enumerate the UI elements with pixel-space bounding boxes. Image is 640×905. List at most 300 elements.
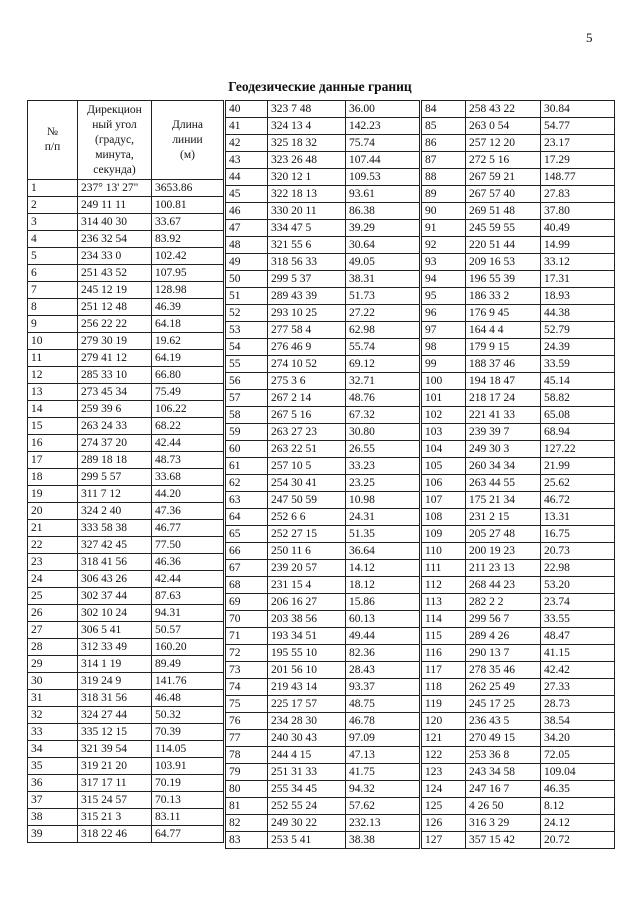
row-number-cell: 38 [28, 809, 78, 826]
table-row [28, 622, 224, 639]
row-number-cell: 25 [28, 588, 78, 605]
line-length-cell: 51.35 [346, 526, 420, 543]
row-number-cell: 49 [226, 254, 268, 271]
line-length-cell: 20.72 [541, 832, 615, 849]
table-row [422, 798, 615, 815]
direction-angle-cell: 325 18 32 [268, 135, 346, 152]
line-length-cell: 42.44 [152, 435, 224, 452]
table-row [226, 101, 420, 118]
direction-angle-cell: 231 2 15 [466, 509, 541, 526]
table-row [422, 424, 615, 441]
table-row [226, 373, 420, 390]
direction-angle-cell: 251 43 52 [78, 265, 152, 282]
row-number-cell: 89 [422, 186, 466, 203]
line-length-cell: 28.43 [346, 662, 420, 679]
row-number-cell: 31 [28, 690, 78, 707]
row-number-cell: 101 [422, 390, 466, 407]
line-length-cell: 65.08 [541, 407, 615, 424]
row-number-cell: 106 [422, 475, 466, 492]
line-length-cell: 23.25 [346, 475, 420, 492]
table-row [226, 407, 420, 424]
direction-angle-cell: 330 20 11 [268, 203, 346, 220]
line-length-cell: 20.73 [541, 543, 615, 560]
header-angle-line-3: (градус, [95, 133, 134, 146]
direction-angle-cell: 302 10 24 [78, 605, 152, 622]
table-row [422, 832, 615, 849]
direction-angle-cell: 318 31 56 [78, 690, 152, 707]
row-number-cell: 43 [226, 152, 268, 169]
table-row [28, 282, 224, 299]
row-number-cell: 46 [226, 203, 268, 220]
table-row [422, 203, 615, 220]
table-row [422, 679, 615, 696]
table-row [226, 696, 420, 713]
table-row [226, 186, 420, 203]
line-length-cell: 33.12 [541, 254, 615, 271]
line-length-cell: 46.77 [152, 520, 224, 537]
table-row [28, 299, 224, 316]
line-length-cell: 67.32 [346, 407, 420, 424]
line-length-cell: 17.29 [541, 152, 615, 169]
line-length-cell: 52.79 [541, 322, 615, 339]
direction-angle-cell: 186 33 2 [466, 288, 541, 305]
table-row [226, 169, 420, 186]
direction-angle-cell: 306 5 41 [78, 622, 152, 639]
row-number-cell: 85 [422, 118, 466, 135]
line-length-cell: 55.74 [346, 339, 420, 356]
table-row [28, 741, 224, 758]
direction-angle-cell: 237° 13' 27" [78, 180, 152, 197]
direction-angle-cell: 314 40 30 [78, 214, 152, 231]
table-row [28, 605, 224, 622]
direction-angle-cell: 206 16 27 [268, 594, 346, 611]
direction-angle-cell: 267 57 40 [466, 186, 541, 203]
row-number-cell: 36 [28, 775, 78, 792]
row-number-cell: 108 [422, 509, 466, 526]
table-row [226, 254, 420, 271]
row-number-cell: 40 [226, 101, 268, 118]
direction-angle-cell: 252 6 6 [268, 509, 346, 526]
direction-angle-cell: 220 51 44 [466, 237, 541, 254]
table-row [226, 305, 420, 322]
direction-angle-cell: 260 34 34 [466, 458, 541, 475]
direction-angle-cell: 164 4 4 [466, 322, 541, 339]
header-num-line-2: п/п [44, 141, 61, 153]
table-row [226, 832, 420, 849]
table-row [422, 220, 615, 237]
line-length-cell: 160.20 [152, 639, 224, 656]
header-length-line-1: Длина [172, 118, 203, 131]
line-length-cell: 70.39 [152, 724, 224, 741]
row-number-cell: 97 [422, 322, 466, 339]
line-length-cell: 54.77 [541, 118, 615, 135]
direction-angle-cell: 231 15 4 [268, 577, 346, 594]
table-row [422, 662, 615, 679]
direction-angle-cell: 322 18 13 [268, 186, 346, 203]
table-row [226, 322, 420, 339]
line-length-cell: 49.05 [346, 254, 420, 271]
row-number-cell: 4 [28, 231, 78, 248]
line-length-cell: 97.09 [346, 730, 420, 747]
row-number-cell: 113 [422, 594, 466, 611]
table-row [28, 180, 224, 197]
table-row [28, 792, 224, 809]
header-length-line-3: (м) [180, 148, 195, 161]
direction-angle-cell: 273 45 34 [78, 384, 152, 401]
line-length-cell: 94.31 [152, 605, 224, 622]
table-row [28, 775, 224, 792]
row-number-cell: 73 [226, 662, 268, 679]
direction-angle-cell: 321 55 6 [268, 237, 346, 254]
line-length-cell: 69.12 [346, 356, 420, 373]
table-row [226, 815, 420, 832]
line-length-cell: 103.91 [152, 758, 224, 775]
table-row [226, 713, 420, 730]
table-row [422, 288, 615, 305]
direction-angle-cell: 205 27 48 [466, 526, 541, 543]
table-row [422, 577, 615, 594]
table-row [226, 237, 420, 254]
line-length-cell: 13.31 [541, 509, 615, 526]
header-angle-line-1: Дирекцион [87, 103, 142, 116]
row-number-cell: 86 [422, 135, 466, 152]
direction-angle-cell: 200 19 23 [466, 543, 541, 560]
table-row [422, 186, 615, 203]
direction-angle-cell: 318 56 33 [268, 254, 346, 271]
direction-angle-cell: 219 43 14 [268, 679, 346, 696]
line-length-cell: 68.94 [541, 424, 615, 441]
line-length-cell: 37.80 [541, 203, 615, 220]
row-number-cell: 22 [28, 537, 78, 554]
direction-angle-cell: 253 36 8 [466, 747, 541, 764]
direction-angle-cell: 317 17 11 [78, 775, 152, 792]
header-angle-cell [78, 101, 152, 180]
table-row [226, 441, 420, 458]
direction-angle-cell: 263 44 55 [466, 475, 541, 492]
row-number-cell: 44 [226, 169, 268, 186]
header-num-cell [28, 101, 78, 180]
line-length-cell: 47.13 [346, 747, 420, 764]
direction-angle-cell: 259 39 6 [78, 401, 152, 418]
line-length-cell: 48.76 [346, 390, 420, 407]
direction-angle-cell: 335 12 15 [78, 724, 152, 741]
line-length-cell: 8.12 [541, 798, 615, 815]
table-row [28, 588, 224, 605]
row-number-cell: 2 [28, 197, 78, 214]
row-number-cell: 55 [226, 356, 268, 373]
line-length-cell: 62.98 [346, 322, 420, 339]
direction-angle-cell: 252 27 15 [268, 526, 346, 543]
direction-angle-cell: 318 41 56 [78, 554, 152, 571]
direction-angle-cell: 277 58 4 [268, 322, 346, 339]
line-length-cell: 33.23 [346, 458, 420, 475]
row-number-cell: 122 [422, 747, 466, 764]
row-number-cell: 98 [422, 339, 466, 356]
line-length-cell: 39.29 [346, 220, 420, 237]
line-length-cell: 89.49 [152, 656, 224, 673]
table-row [226, 152, 420, 169]
line-length-cell: 127.22 [541, 441, 615, 458]
line-length-cell: 48.73 [152, 452, 224, 469]
direction-angle-cell: 176 9 45 [466, 305, 541, 322]
table-row [422, 339, 615, 356]
header-angle-line-2: ный угол [92, 118, 137, 131]
row-number-cell: 114 [422, 611, 466, 628]
row-number-cell: 32 [28, 707, 78, 724]
table-row [422, 237, 615, 254]
row-number-cell: 91 [422, 220, 466, 237]
table-row [422, 322, 615, 339]
table-row [28, 367, 224, 384]
direction-angle-cell: 249 30 3 [466, 441, 541, 458]
row-number-cell: 127 [422, 832, 466, 849]
line-length-cell: 33.55 [541, 611, 615, 628]
line-length-cell: 46.78 [346, 713, 420, 730]
direction-angle-cell: 306 43 26 [78, 571, 152, 588]
table-row [28, 231, 224, 248]
row-number-cell: 39 [28, 826, 78, 843]
table-row [226, 730, 420, 747]
row-number-cell: 63 [226, 492, 268, 509]
row-number-cell: 119 [422, 696, 466, 713]
table-row [422, 509, 615, 526]
table-row [28, 503, 224, 520]
line-length-cell: 57.62 [346, 798, 420, 815]
row-number-cell: 17 [28, 452, 78, 469]
row-number-cell: 10 [28, 333, 78, 350]
line-length-cell: 33.67 [152, 214, 224, 231]
line-length-cell: 46.35 [541, 781, 615, 798]
direction-angle-cell: 236 32 54 [78, 231, 152, 248]
line-length-cell: 14.99 [541, 237, 615, 254]
row-number-cell: 120 [422, 713, 466, 730]
line-length-cell: 15.86 [346, 594, 420, 611]
table-row [226, 339, 420, 356]
direction-angle-cell: 4 26 50 [466, 798, 541, 815]
row-number-cell: 79 [226, 764, 268, 781]
direction-angle-cell: 253 5 41 [268, 832, 346, 849]
table-row [422, 169, 615, 186]
line-length-cell: 22.98 [541, 560, 615, 577]
table-row [422, 271, 615, 288]
row-number-cell: 61 [226, 458, 268, 475]
line-length-cell: 58.82 [541, 390, 615, 407]
row-number-cell: 35 [28, 758, 78, 775]
direction-angle-cell: 240 30 43 [268, 730, 346, 747]
direction-angle-cell: 245 59 55 [466, 220, 541, 237]
direction-angle-cell: 244 4 15 [268, 747, 346, 764]
direction-angle-cell: 315 24 57 [78, 792, 152, 809]
row-number-cell: 24 [28, 571, 78, 588]
row-number-cell: 121 [422, 730, 466, 747]
line-length-cell: 50.32 [152, 707, 224, 724]
direction-angle-cell: 334 47 5 [268, 220, 346, 237]
table-row [422, 781, 615, 798]
direction-angle-cell: 267 5 16 [268, 407, 346, 424]
line-length-cell: 51.73 [346, 288, 420, 305]
table-row [422, 492, 615, 509]
line-length-cell: 18.93 [541, 288, 615, 305]
geodetic-table-middle [225, 100, 420, 849]
line-length-cell: 75.74 [346, 135, 420, 152]
row-number-cell: 52 [226, 305, 268, 322]
row-number-cell: 20 [28, 503, 78, 520]
header-angle-line-4: минута, [95, 148, 134, 161]
line-length-cell: 30.84 [541, 101, 615, 118]
line-length-cell: 53.20 [541, 577, 615, 594]
row-number-cell: 64 [226, 509, 268, 526]
direction-angle-cell: 257 12 20 [466, 135, 541, 152]
table-row [226, 203, 420, 220]
row-number-cell: 15 [28, 418, 78, 435]
direction-angle-cell: 201 56 10 [268, 662, 346, 679]
row-number-cell: 126 [422, 815, 466, 832]
row-number-cell: 19 [28, 486, 78, 503]
row-number-cell: 84 [422, 101, 466, 118]
line-length-cell: 83.11 [152, 809, 224, 826]
direction-angle-cell: 274 37 20 [78, 435, 152, 452]
line-length-cell: 24.31 [346, 509, 420, 526]
table-row [226, 543, 420, 560]
row-number-cell: 6 [28, 265, 78, 282]
row-number-cell: 37 [28, 792, 78, 809]
table-row [422, 118, 615, 135]
table-row [422, 101, 615, 118]
table-row [226, 135, 420, 152]
row-number-cell: 124 [422, 781, 466, 798]
row-number-cell: 68 [226, 577, 268, 594]
line-length-cell: 102.42 [152, 248, 224, 265]
table-row [28, 537, 224, 554]
direction-angle-cell: 249 11 11 [78, 197, 152, 214]
line-length-cell: 10.98 [346, 492, 420, 509]
line-length-cell: 46.48 [152, 690, 224, 707]
direction-angle-cell: 279 30 19 [78, 333, 152, 350]
row-number-cell: 93 [422, 254, 466, 271]
row-number-cell: 11 [28, 350, 78, 367]
direction-angle-cell: 245 17 25 [466, 696, 541, 713]
line-length-cell: 46.72 [541, 492, 615, 509]
table-row [226, 458, 420, 475]
table-row [28, 724, 224, 741]
row-number-cell: 69 [226, 594, 268, 611]
table-row [28, 554, 224, 571]
geodetic-table-left [27, 100, 224, 843]
table-row [28, 469, 224, 486]
line-length-cell: 33.68 [152, 469, 224, 486]
row-number-cell: 34 [28, 741, 78, 758]
line-length-cell: 60.13 [346, 611, 420, 628]
row-number-cell: 58 [226, 407, 268, 424]
row-number-cell: 107 [422, 492, 466, 509]
line-length-cell: 42.44 [152, 571, 224, 588]
row-number-cell: 45 [226, 186, 268, 203]
direction-angle-cell: 319 24 9 [78, 673, 152, 690]
direction-angle-cell: 276 46 9 [268, 339, 346, 356]
line-length-cell: 109.53 [346, 169, 420, 186]
direction-angle-cell: 272 5 16 [466, 152, 541, 169]
direction-angle-cell: 249 30 22 [268, 815, 346, 832]
line-length-cell: 46.39 [152, 299, 224, 316]
table-row [422, 407, 615, 424]
direction-angle-cell: 263 27 23 [268, 424, 346, 441]
row-number-cell: 48 [226, 237, 268, 254]
row-number-cell: 123 [422, 764, 466, 781]
row-number-cell: 92 [422, 237, 466, 254]
table-row [28, 639, 224, 656]
direction-angle-cell: 278 35 46 [466, 662, 541, 679]
line-length-cell: 141.76 [152, 673, 224, 690]
table-row [226, 645, 420, 662]
direction-angle-cell: 211 23 13 [466, 560, 541, 577]
row-number-cell: 50 [226, 271, 268, 288]
line-length-cell: 68.22 [152, 418, 224, 435]
line-length-cell: 32.71 [346, 373, 420, 390]
direction-angle-cell: 316 3 29 [466, 815, 541, 832]
direction-angle-cell: 319 21 20 [78, 758, 152, 775]
table-row [422, 135, 615, 152]
table-row [226, 390, 420, 407]
table-row [28, 401, 224, 418]
line-length-cell: 75.49 [152, 384, 224, 401]
direction-angle-cell: 221 41 33 [466, 407, 541, 424]
row-number-cell: 42 [226, 135, 268, 152]
table-row [422, 458, 615, 475]
row-number-cell: 51 [226, 288, 268, 305]
row-number-cell: 60 [226, 441, 268, 458]
direction-angle-cell: 357 15 42 [466, 832, 541, 849]
line-length-cell: 21.99 [541, 458, 615, 475]
row-number-cell: 74 [226, 679, 268, 696]
line-length-cell: 87.63 [152, 588, 224, 605]
direction-angle-cell: 285 33 10 [78, 367, 152, 384]
table-row [28, 707, 224, 724]
table-row [28, 350, 224, 367]
line-length-cell: 18.12 [346, 577, 420, 594]
line-length-cell: 27.22 [346, 305, 420, 322]
line-length-cell: 64.19 [152, 350, 224, 367]
row-number-cell: 90 [422, 203, 466, 220]
row-number-cell: 62 [226, 475, 268, 492]
row-number-cell: 87 [422, 152, 466, 169]
table-row [28, 826, 224, 843]
table-row [226, 594, 420, 611]
table-row [28, 435, 224, 452]
table-row [226, 764, 420, 781]
direction-angle-cell: 263 22 51 [268, 441, 346, 458]
table-row [28, 384, 224, 401]
table-row [28, 265, 224, 282]
row-number-cell: 26 [28, 605, 78, 622]
row-number-cell: 12 [28, 367, 78, 384]
line-length-cell: 114.05 [152, 741, 224, 758]
line-length-cell: 70.19 [152, 775, 224, 792]
row-number-cell: 116 [422, 645, 466, 662]
direction-angle-cell: 274 10 52 [268, 356, 346, 373]
line-length-cell: 28.73 [541, 696, 615, 713]
line-length-cell: 48.75 [346, 696, 420, 713]
table-row [422, 747, 615, 764]
direction-angle-cell: 250 11 6 [268, 543, 346, 560]
row-number-cell: 99 [422, 356, 466, 373]
line-length-cell: 107.44 [346, 152, 420, 169]
line-length-cell: 64.77 [152, 826, 224, 843]
line-length-cell: 93.61 [346, 186, 420, 203]
direction-angle-cell: 263 24 33 [78, 418, 152, 435]
row-number-cell: 70 [226, 611, 268, 628]
row-number-cell: 118 [422, 679, 466, 696]
table-row [422, 254, 615, 271]
